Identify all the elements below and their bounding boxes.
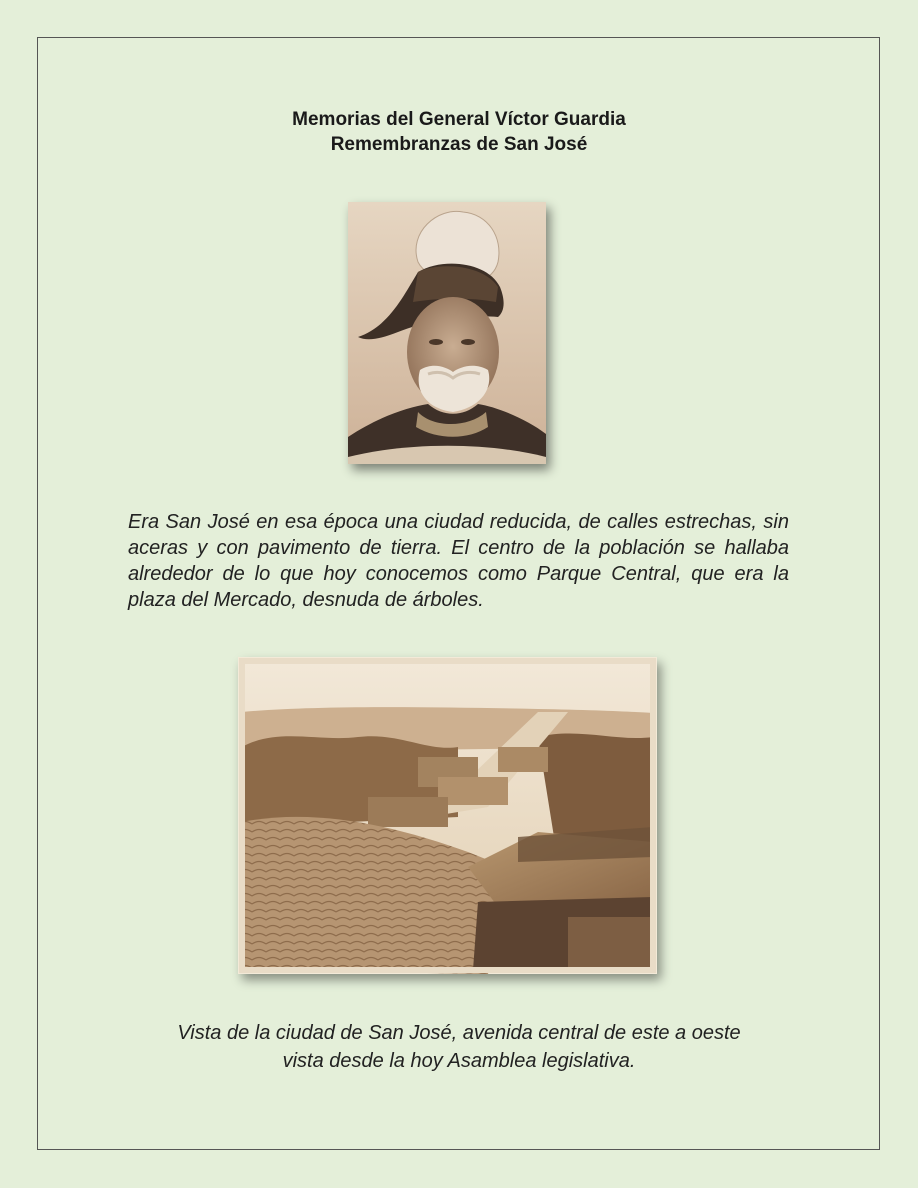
city-illustration xyxy=(238,657,657,974)
photo-caption xyxy=(0,1019,918,1075)
portrait-illustration xyxy=(348,202,546,464)
san-jose-city-photo xyxy=(238,657,657,974)
caption-line-2: vista desde la hoy Asamblea legislativa. xyxy=(282,1050,636,1072)
body-paragraph: Era San José en esa época una ciudad reducida, de calles estrechas, sin aceras y con pavimento de tierra. El centro de la población se hallaba alrededor de lo que hoy conocemos como Parque Central, que era la plaza del Mercado, desnuda de árboles. xyxy=(128,511,789,611)
document-title xyxy=(0,107,918,157)
caption-line-1: Vista de la ciudad de San José, avenida central de este a oeste xyxy=(177,1022,741,1044)
general-portrait-photo xyxy=(348,202,546,464)
title-line-1: Memorias del General Víctor Guardia xyxy=(292,109,626,130)
title-line-2: Remembranzas de San José xyxy=(330,134,588,155)
